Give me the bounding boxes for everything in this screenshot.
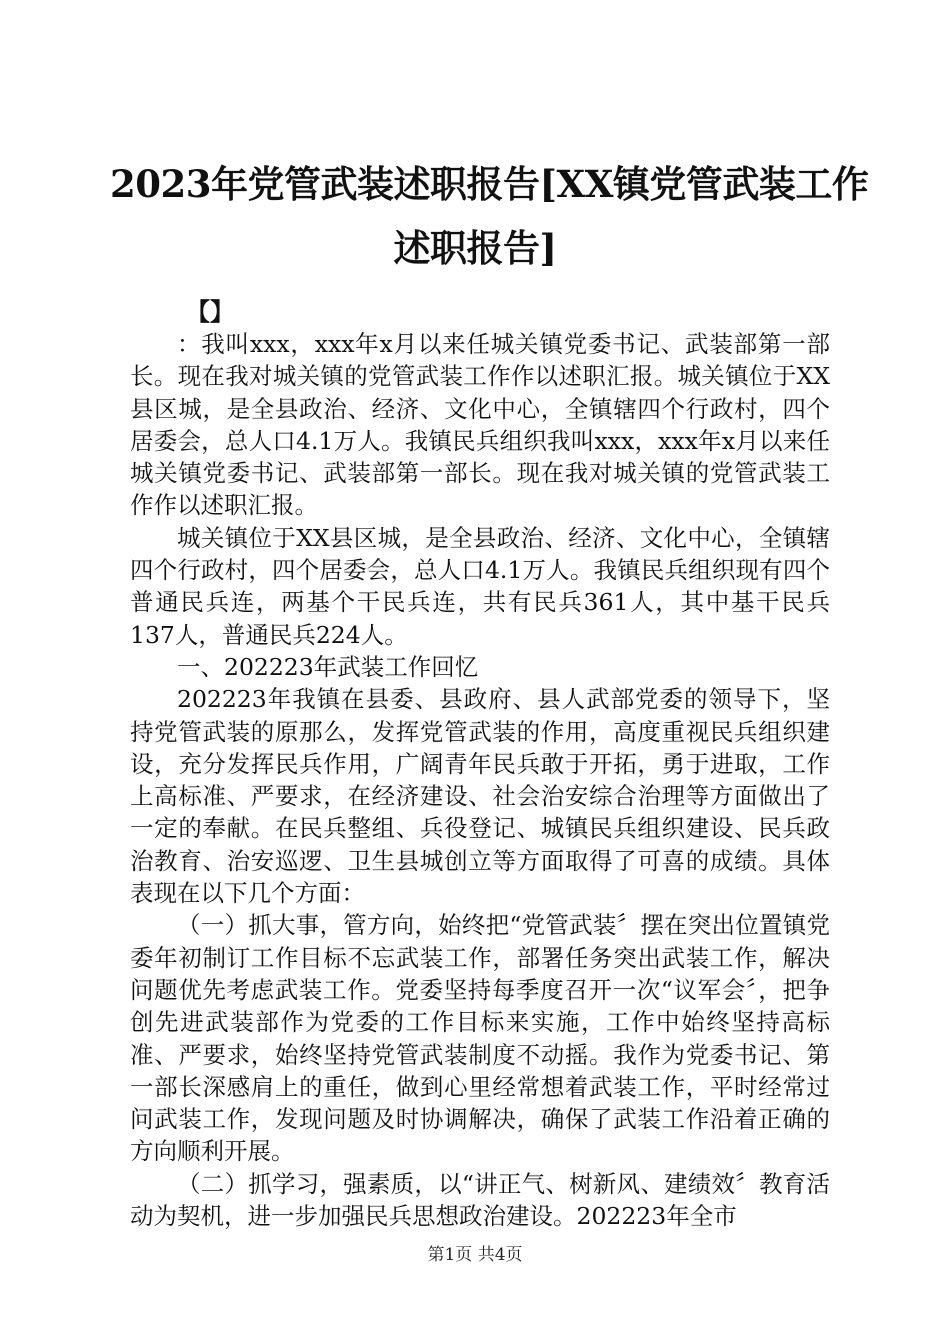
bracket-marker: 【】 [186, 297, 234, 326]
paragraph-review-summary: 202223年我镇在县委、县政府、县人武部党委的领导下，坚持党管武装的原那么，发挥党管武装的作用，高度重视民兵组织建设，充分发挥民兵作用，广阔青年民兵敢于开拓，勇于进取，工作上高标准、严要求，在经济建设、社会治安综合治理等方面做出了一定的奉献。在民兵整组、兵役登记、城镇民兵组织建设、民兵政治教育、治安巡逻、卫生县城创立等方面取得了可喜的成绩。具体表现在以下几个方面： [130, 685, 830, 908]
paragraph-point-one: （一）抓大事，管方向，始终把“党管武装〞摆在突出位置镇党委年初制订工作目标不忘武装工作，部署任务突出武装工作，解决问题优先考虑武装工作。党委坚持每季度召开一次“议军会〞，把争创先进武装部作为党委的工作目标来实施，工作中始终坚持高标准、严要求，始终坚持党管武装制度不动摇。我作为党委书记、第一部长深感肩上的重任，做到心里经常想着武装工作，平时经常过问武装工作，发现问题及时协调解决，确保了武装工作沿着正确的方向顺利开展。 [130, 911, 830, 1166]
paragraph-intro: ：我叫xxx，xxx年x月以来任城关镇党委书记、武装部第一部长。现在我对城关镇的党管武装工作作以述职汇报。城关镇位于XX县区城，是全县政治、经济、文化中心，全镇辖四个行政村，四个居委会，总人口4.1万人。我镇民兵组织我叫xxx，xxx年x月以来任城关镇党委书记、武装部第一部长。现在我对城关镇的党管武装工作作以述职汇报。 [130, 330, 830, 520]
section-heading-review: 一、202223年武装工作回忆 [177, 652, 479, 681]
paragraph-town-overview: 城关镇位于XX县区城，是全县政治、经济、文化中心，全镇辖四个行政村，四个居委会，总人口4.1万人。我镇民兵组织现有四个普通民兵连，两基个干民兵连，共有民兵361人，其中基干民兵137人，普通民兵224人。 [130, 523, 830, 649]
document-title [110, 152, 869, 280]
document-body [130, 328, 830, 1232]
page-footer: 第1页 共4页 [427, 1245, 523, 1265]
title-line-1: 2023年党管武装述职报告[XX镇党管武装工作 [110, 162, 869, 206]
title-line-2: 述职报告] [393, 226, 557, 270]
paragraph-point-two: （二）抓学习，强素质，以“讲正气、树新风、建绩效〞教育活动为契机，进一步加强民兵思想政治建设。202223年全市 [130, 1169, 830, 1231]
